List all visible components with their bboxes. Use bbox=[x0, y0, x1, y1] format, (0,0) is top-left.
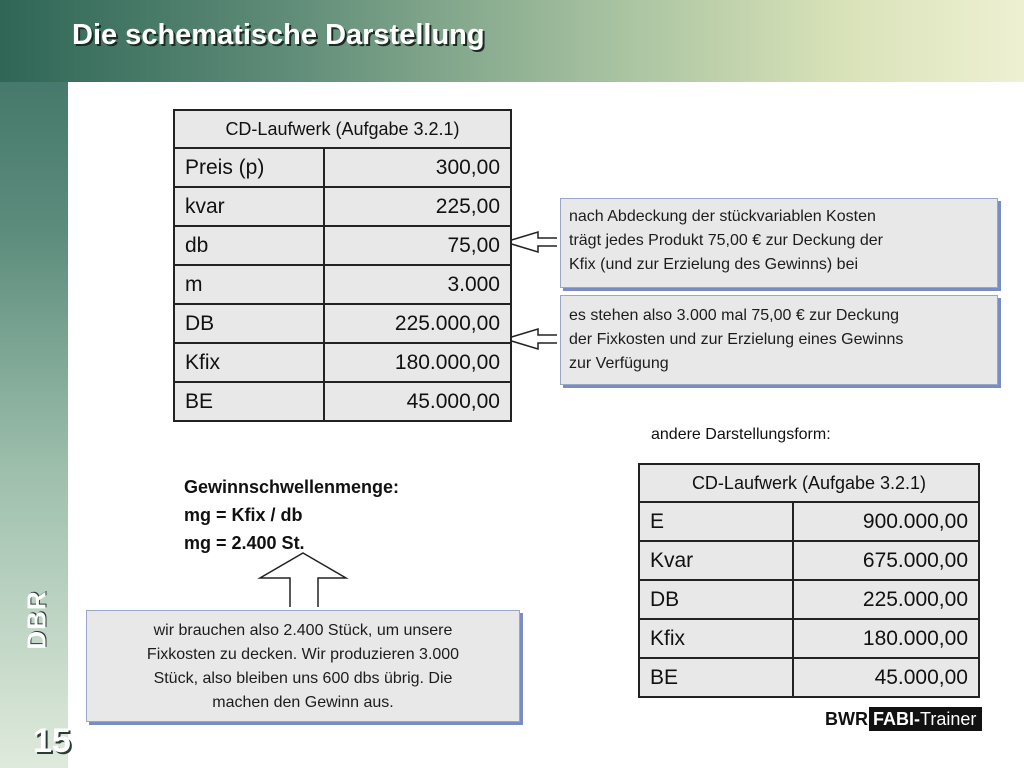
row-label: E bbox=[639, 502, 793, 541]
callout-line: es stehen also 3.000 mal 75,00 € zur Deckung bbox=[569, 307, 899, 324]
alt-table bbox=[638, 463, 980, 698]
row-label: DB bbox=[174, 304, 324, 343]
callout-line: nach Abdeckung der stückvariablen Kosten bbox=[569, 208, 876, 225]
row-label: db bbox=[174, 226, 324, 265]
table-row bbox=[174, 265, 511, 304]
table-row bbox=[174, 148, 511, 187]
arrow-to-db-row bbox=[505, 232, 560, 252]
table-row bbox=[639, 541, 979, 580]
bwr-fabi-trainer-logo bbox=[824, 707, 982, 731]
row-label: kvar bbox=[174, 187, 324, 226]
table-row bbox=[174, 304, 511, 343]
callout-db-total-note bbox=[560, 295, 998, 385]
table-row bbox=[639, 502, 979, 541]
callout-line: wir brauchen also 2.400 Stück, um unsere bbox=[153, 622, 453, 639]
logo-part-bwr: BWR bbox=[825, 709, 868, 729]
table-row bbox=[639, 658, 979, 697]
callout-line: trägt jedes Produkt 75,00 € zur Deckung der bbox=[569, 232, 883, 249]
breakeven-block bbox=[184, 473, 399, 557]
vertical-brand-text: DBR bbox=[21, 590, 52, 650]
row-value: 225,00 bbox=[324, 187, 511, 226]
table-row bbox=[174, 343, 511, 382]
row-label: Kfix bbox=[639, 619, 793, 658]
table-row bbox=[174, 226, 511, 265]
callout-line: Kfix (und zur Erzielung des Gewinns) bei bbox=[569, 256, 859, 273]
callout-db-note bbox=[560, 198, 998, 288]
breakeven-result: mg = 2.400 St. bbox=[184, 533, 305, 553]
row-value: 675.000,00 bbox=[793, 541, 979, 580]
page-title: Die schematische Darstellung bbox=[72, 19, 485, 51]
page-number: 15 bbox=[33, 722, 71, 760]
callout-breakeven-note bbox=[86, 610, 520, 722]
row-value: 180.000,00 bbox=[324, 343, 511, 382]
row-label: Preis (p) bbox=[174, 148, 324, 187]
table-row bbox=[174, 382, 511, 421]
breakeven-heading: Gewinnschwellenmenge: bbox=[184, 477, 400, 497]
callout-line: machen den Gewinn aus. bbox=[212, 694, 394, 711]
row-value: 45.000,00 bbox=[793, 658, 979, 697]
alt-form-label: andere Darstellungsform: bbox=[651, 426, 831, 443]
callout-line: der Fixkosten und zur Erzielung eines Gewinns bbox=[569, 331, 904, 348]
row-label: BE bbox=[174, 382, 324, 421]
logo-part-fabi bbox=[869, 707, 982, 731]
logo-fabi-text: FABI- bbox=[873, 709, 920, 729]
row-value: 180.000,00 bbox=[793, 619, 979, 658]
row-label: DB bbox=[639, 580, 793, 619]
row-value: 225.000,00 bbox=[793, 580, 979, 619]
table-row bbox=[639, 580, 979, 619]
row-label: Kfix bbox=[174, 343, 324, 382]
row-value: 225.000,00 bbox=[324, 304, 511, 343]
row-label: m bbox=[174, 265, 324, 304]
row-value: 75,00 bbox=[324, 226, 511, 265]
row-value: 300,00 bbox=[324, 148, 511, 187]
row-value: 45.000,00 bbox=[324, 382, 511, 421]
logo-trainer-text: Trainer bbox=[920, 709, 977, 729]
arrow-to-DB-row bbox=[505, 329, 560, 349]
row-label: Kvar bbox=[639, 541, 793, 580]
row-value: 900.000,00 bbox=[793, 502, 979, 541]
row-value: 3.000 bbox=[324, 265, 511, 304]
callout-line: Fixkosten zu decken. Wir produzieren 3.000 bbox=[146, 646, 460, 663]
table-row bbox=[174, 187, 511, 226]
callout-line: Stück, also bleiben uns 600 dbs übrig. Die bbox=[153, 670, 453, 687]
alt-table-caption: CD-Laufwerk (Aufgabe 3.2.1) bbox=[639, 464, 979, 502]
main-table bbox=[173, 109, 512, 422]
table-row bbox=[639, 619, 979, 658]
main-table-caption: CD-Laufwerk (Aufgabe 3.2.1) bbox=[174, 110, 511, 148]
arrow-up-to-formula bbox=[260, 553, 346, 611]
callout-line: zur Verfügung bbox=[569, 355, 669, 372]
row-label: BE bbox=[639, 658, 793, 697]
breakeven-formula: mg = Kfix / db bbox=[184, 505, 303, 525]
